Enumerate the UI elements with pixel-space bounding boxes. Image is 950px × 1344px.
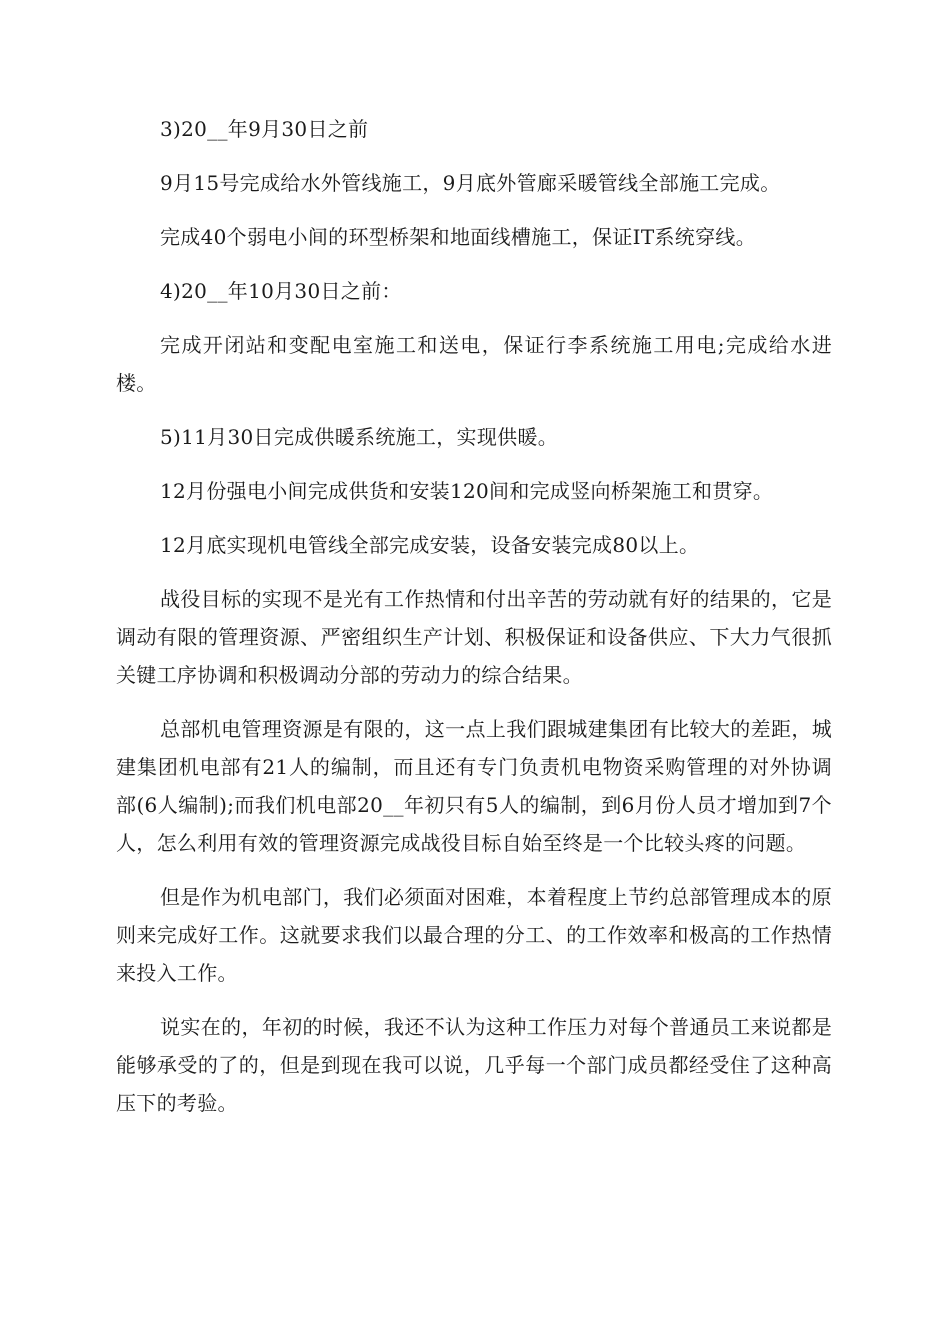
paragraph-10: 总部机电管理资源是有限的，这一点上我们跟城建集团有比较大的差距，城建集团机电部有21人的编制，而且还有专门负责机电物资采购管理的对外协调部(6人编制);而我们机电部20__年初只有5人的编制，到6月份人员才增加到7个人，怎么利用有效的管理资源完成战役目标自始至终是一个比较头疼的问题。 xyxy=(116,717,832,855)
paragraph-3: 完成40个弱电小间的环型桥架和地面线槽施工，保证IT系统穿线。 xyxy=(160,225,756,249)
paragraph-4: 4)20__年10月30日之前： xyxy=(160,279,402,303)
paragraph-7: 12月份强电小间完成供货和安装120间和完成竖向桥架施工和贯穿。 xyxy=(160,479,774,503)
paragraph-6: 5)11月30日完成供暖系统施工，实现供暖。 xyxy=(160,425,559,449)
paragraph-2: 9月15号完成给水外管线施工，9月底外管廊采暖管线全部施工完成。 xyxy=(160,171,781,195)
paragraph-12: 说实在的，年初的时候，我还不认为这种工作压力对每个普通员工来说都是能够承受的了的，但是到现在我可以说，几乎每一个部门成员都经受住了这种高压下的考验。 xyxy=(116,1015,832,1115)
paragraph-9: 战役目标的实现不是光有工作热情和付出辛苦的劳动就有好的结果的，它是调动有限的管理资源、严密组织生产计划、积极保证和设备供应、下大力气很抓关键工序协调和积极调动分部的劳动力的综合结果。 xyxy=(116,587,832,687)
paragraph-5: 完成开闭站和变配电室施工和送电，保证行李系统施工用电;完成给水进楼。 xyxy=(116,333,832,395)
paragraph-1: 3)20__年9月30日之前 xyxy=(160,117,369,141)
document-body xyxy=(116,110,832,1138)
paragraph-8: 12月底实现机电管线全部完成安装，设备安装完成80以上。 xyxy=(160,533,700,557)
paragraph-11: 但是作为机电部门，我们必须面对困难，本着程度上节约总部管理成本的原则来完成好工作。这就要求我们以最合理的分工、的工作效率和极高的工作热情来投入工作。 xyxy=(116,885,832,985)
